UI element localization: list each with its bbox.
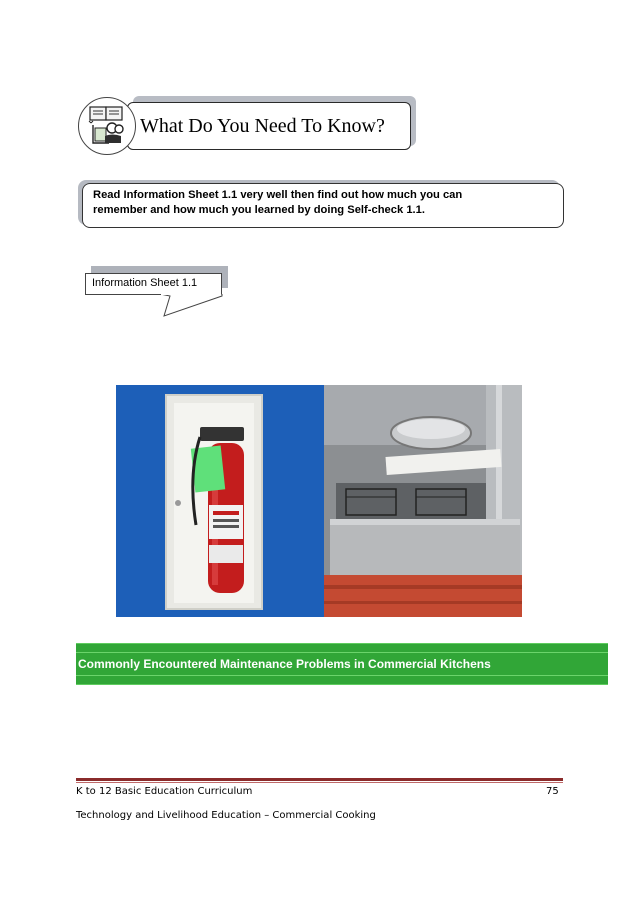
footer-rule [76,778,563,781]
footer-rule-thin [76,782,563,783]
footer-subject: Technology and Livelihood Education – Commercial Cooking [76,810,376,821]
section-title: What Do You Need To Know? [140,114,385,137]
information-sheet-callout [85,273,222,295]
instructions-line-1: Read Information Sheet 1.1 very well then find out how much you can [93,189,463,201]
callout-tail [160,294,224,318]
instructions-box [82,183,564,228]
footer-curriculum: K to 12 Basic Education Curriculum [76,786,253,797]
instructions-line-2: remember and how much you learned by doing Self-check 1.1. [93,204,425,216]
section-heading: Commonly Encountered Maintenance Problems in Commercial Kitchens [78,657,491,671]
page-number: 75 [546,786,559,797]
fire-extinguisher-panel [116,385,324,617]
book-and-reader-icon [78,97,136,155]
section-heading-band [76,643,608,685]
band-line-bottom [76,675,608,676]
callout-label: Information Sheet 1.1 [92,277,198,289]
section-title-box [127,102,411,150]
deep-fryer-panel [324,385,522,617]
kitchen-safety-photo [116,385,522,617]
band-line-top [76,652,608,653]
